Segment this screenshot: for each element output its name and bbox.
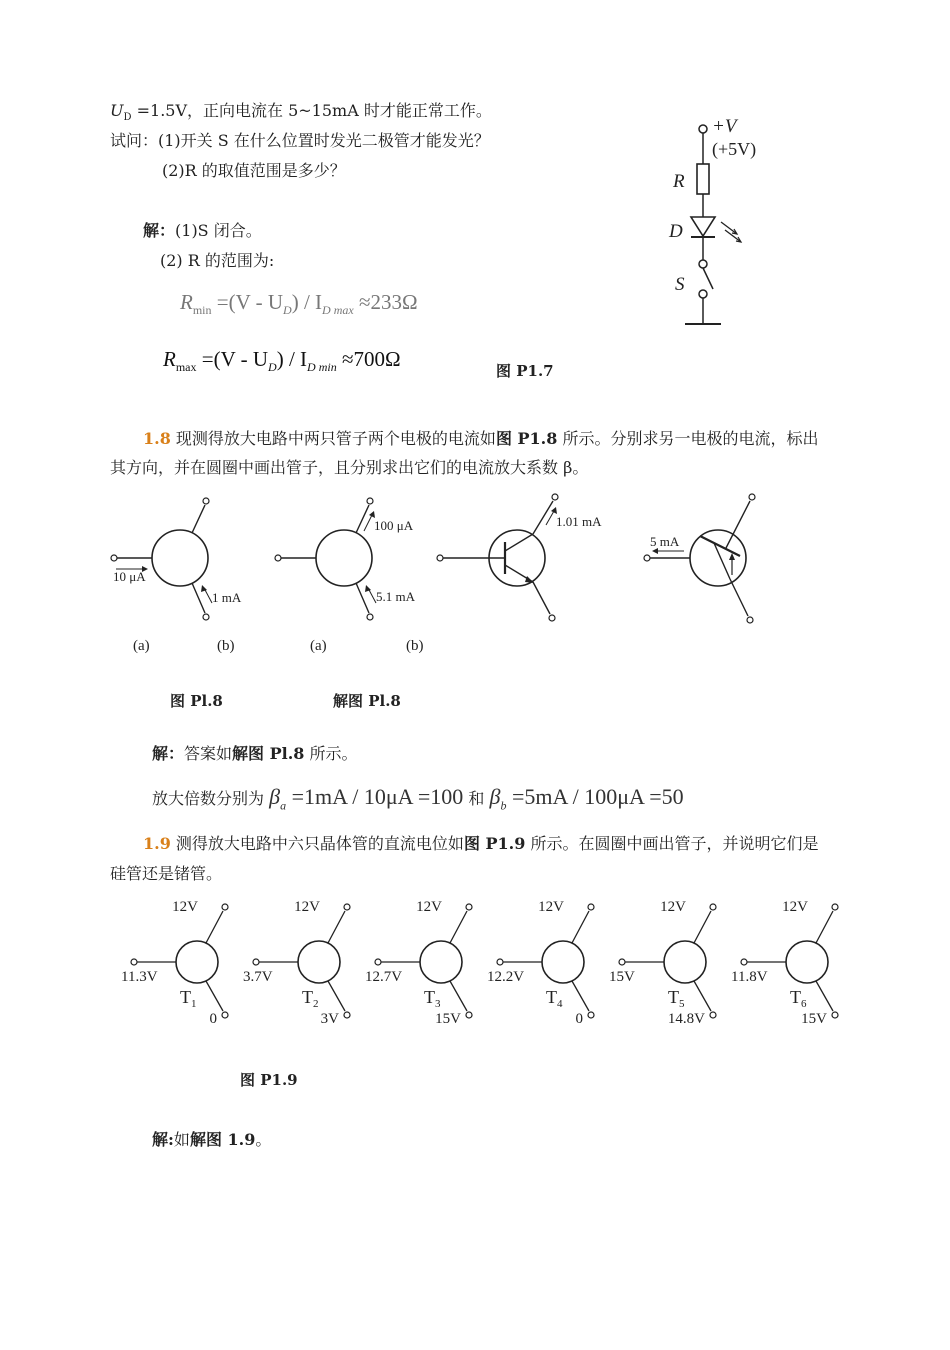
p17-solution-2: (2) R 的范围为:: [160, 251, 275, 270]
transistor-name-1: $T_1$: [180, 987, 197, 1010]
voltage-top-6: 12V: [782, 899, 808, 915]
p17-conditions: $U_D =1.5V$，正向电流在 5~15mA 时才能正常工作。: [110, 101, 492, 124]
sub-label-a: (a): [133, 638, 150, 654]
beta-formula: 放大倍数分别为 $\beta_a =1mA / 10\mu A =100$ 和 $\beta_b =5mA / 100\mu A =50$: [152, 784, 684, 813]
p17-question-1: 试问：(1)开关 S 在什么位置时发光二极管才能发光？: [110, 131, 490, 150]
transistor-5: [609, 899, 716, 1027]
voltage-bottom-6: 15V: [801, 1011, 827, 1027]
p19-solution: 解:如解图 1.9。: [152, 1130, 272, 1149]
p17-solution-1: 解：(1)S 闭合。: [143, 221, 262, 240]
voltage-left-4: 12.2V: [487, 969, 525, 985]
voltage-bottom-4: 0: [575, 1011, 583, 1027]
p18-statement-1: 1.8 现测得放大电路中两只管子两个电极的电流如图 P1.8 所示。分别求另一电极的电流，标出: [143, 429, 819, 448]
switch-s: [703, 268, 713, 289]
a-emitter-current: 1 mA: [212, 590, 242, 605]
voltage-bottom-2: 3V: [320, 1011, 339, 1027]
fig-p17-caption: 图 P1.7: [496, 362, 554, 380]
fig-p18-diagrams: [100, 485, 800, 665]
sub-label-b2: (b): [406, 638, 424, 654]
p18-solution: 解：答案如解图 Pl.8 所示。: [152, 744, 358, 763]
switch-label: S: [675, 274, 685, 295]
led-circuit-diagram: [655, 112, 765, 332]
p19-statement-2: 硅管还是锗管。: [110, 864, 223, 883]
voltage-top-4: 12V: [538, 899, 564, 915]
led-diode: [691, 217, 715, 236]
diode-label: D: [669, 221, 683, 242]
rmin-formula: $R_{min} =(V - U_D) / I_{D max} \approx 233\Omega$: [180, 290, 418, 318]
voltage-bottom-1: 0: [209, 1011, 217, 1027]
transistor-name-5: $T_5$: [668, 987, 685, 1010]
rmax-formula: $R_{max} =(V - U_D) / I_{D min} \approx 700\Omega$: [163, 347, 401, 375]
voltage-left-5: 15V: [609, 969, 635, 985]
fig-p19-caption: 图 P1.9: [240, 1071, 298, 1089]
voltage-left-1: 11.3V: [121, 969, 158, 985]
transistor-name-3: $T_3$: [424, 987, 441, 1010]
p19-statement-1: 1.9 测得放大电路中六只晶体管的直流电位如图 P1.9 所示。在圆圈中画出管子，并说明它们是: [143, 834, 819, 853]
p18-sol-a-npn: [437, 494, 602, 621]
a-base-current: 10 μA: [113, 569, 146, 584]
fig-p18-caption: 图 Pl.8: [170, 692, 223, 710]
transistor-4: [487, 899, 594, 1027]
voltage-left-3: 12.7V: [365, 969, 403, 985]
voltage-left-6: 11.8V: [731, 969, 768, 985]
transistor-6: [731, 899, 838, 1027]
transistor-name-2: $T_2$: [302, 987, 319, 1010]
voltage-top-2: 12V: [294, 899, 320, 915]
p18-sol-b-pnp: [644, 494, 755, 623]
fig-p18-solution-caption: 解图 Pl.8: [333, 692, 401, 710]
supply-label: +V: [712, 116, 737, 137]
fig-p19-transistors: [120, 895, 850, 1045]
sub-label-b: (b): [217, 638, 235, 654]
transistor-3: [365, 899, 472, 1027]
transistor-1: [121, 899, 228, 1027]
voltage-left-2: 3.7V: [243, 969, 273, 985]
voltage-top-1: 12V: [172, 899, 198, 915]
resistor-r: [697, 164, 709, 194]
p18-b-circle: [275, 498, 416, 620]
voltage-bottom-3: 15V: [435, 1011, 461, 1027]
resistor-label: R: [673, 171, 685, 192]
b-collector-current: 100 μA: [374, 518, 414, 533]
sol-a-collector-current: 1.01 mA: [556, 514, 602, 529]
p17-question-2: (2)R 的取值范围是多少？: [162, 161, 346, 180]
sub-label-a2: (a): [310, 638, 327, 654]
voltage-top-3: 12V: [416, 899, 442, 915]
sol-b-base-current: 5 mA: [650, 534, 680, 549]
p18-a-circle: [111, 498, 242, 620]
voltage-bottom-5: 14.8V: [667, 1011, 705, 1027]
supply-value: (+5V): [712, 139, 757, 159]
b-emitter-current: 5.1 mA: [376, 589, 415, 604]
voltage-top-5: 12V: [660, 899, 686, 915]
transistor-2: [243, 899, 350, 1027]
transistor-name-6: $T_6$: [790, 987, 807, 1010]
transistor-name-4: $T_4$: [546, 987, 563, 1010]
p18-statement-2: 其方向，并在圆圈中画出管子，且分别求出它们的电流放大系数 β。: [110, 458, 589, 477]
